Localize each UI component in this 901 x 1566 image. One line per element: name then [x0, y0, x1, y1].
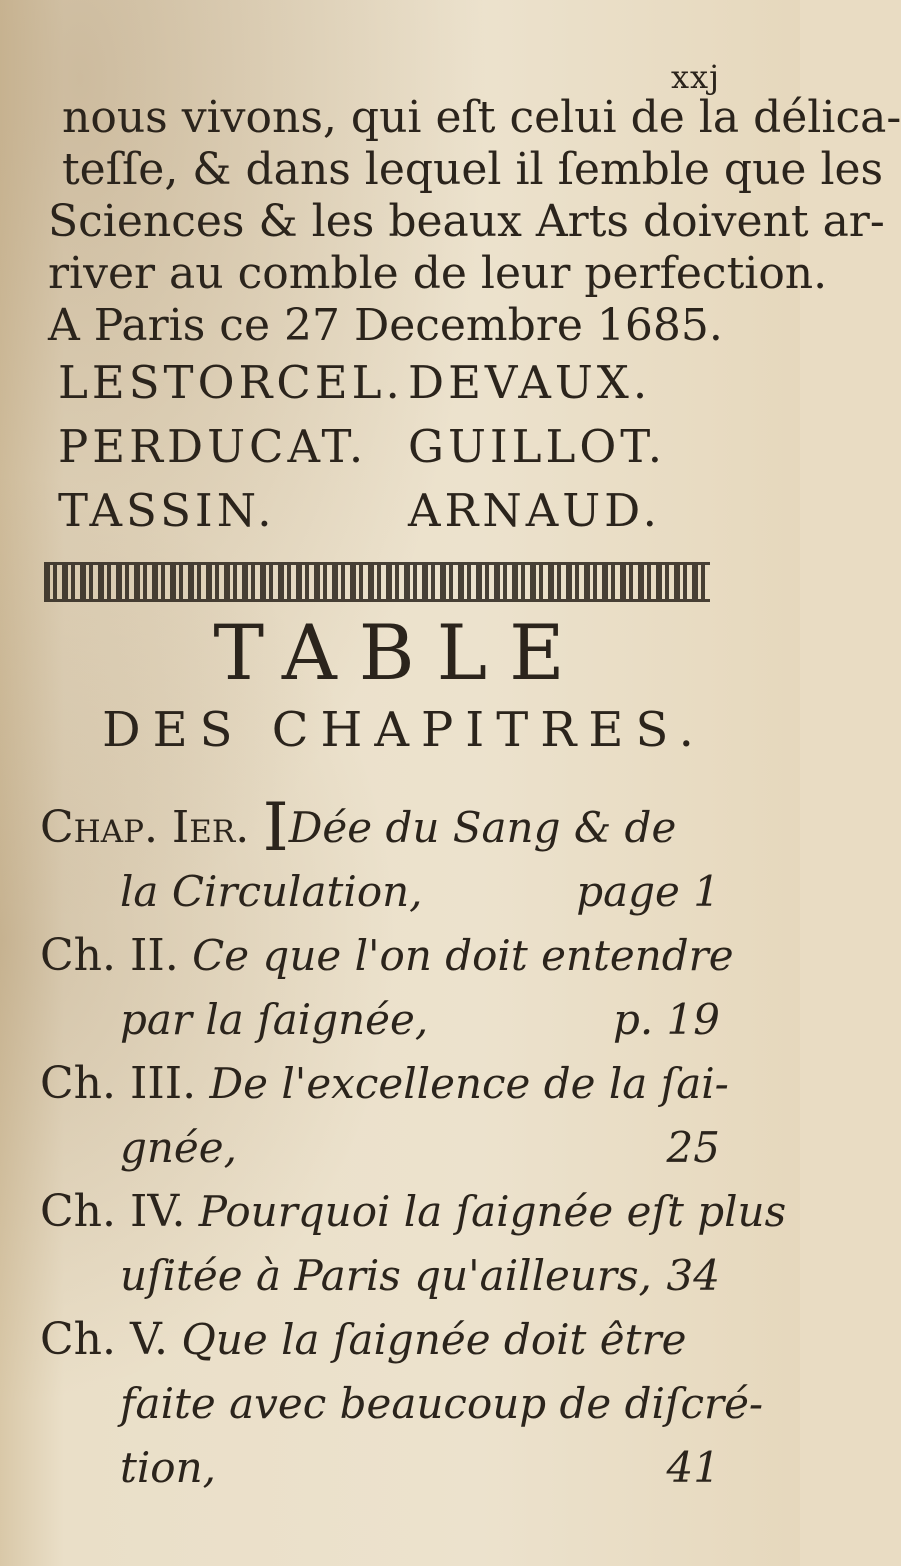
chapter-label: Ch. III. [40, 1058, 197, 1109]
signatory-name: GUILLOT. [408, 419, 667, 473]
signatory-row [58, 478, 758, 542]
table-subheading: DES CHAPITRES. [102, 702, 706, 758]
signature-mark: xxj [670, 58, 720, 96]
chapter-title-continued: gnée, [120, 1123, 237, 1172]
page-number: 34 [666, 1251, 720, 1300]
text-line: river au comble de leur perfection. [48, 248, 828, 299]
chapter-entry [40, 1052, 760, 1180]
page-number: page 1 [576, 867, 720, 916]
page-number: p. 19 [612, 995, 720, 1044]
chapter-label: Chap. Ier. [40, 802, 250, 853]
page-number: 25 [666, 1123, 720, 1172]
chapter-entry [40, 924, 760, 1052]
chapter-label: Ch. II. [40, 930, 179, 981]
chapter-title-continued: uſitée à Paris qu'ailleurs, [120, 1251, 652, 1300]
text-line: teſſe, & dans lequel il ſemble que les [62, 144, 884, 195]
page-number: 41 [666, 1443, 720, 1492]
text-line: Sciences & les beaux Arts doivent ar- [48, 196, 885, 247]
preface-closing-paragraph [48, 92, 901, 352]
chapter-title: Ce que l'on doit entendre [192, 931, 734, 980]
text-line: nous vivons, qui eſt celui de la délica- [62, 92, 901, 143]
chapter-title-continued: tion, [120, 1443, 216, 1492]
chapter-list [40, 789, 787, 1500]
chapter-title: Pourquoi la ſaignée eſt plus [198, 1187, 787, 1236]
signatory-name: PERDUCAT. [58, 419, 368, 473]
signatory-name: LESTORCEL. [58, 355, 404, 409]
chapter-title-continued: par la ſaignée, [120, 995, 429, 1044]
chapter-title-continued: la Circulation, [120, 867, 423, 916]
chapter-title: De l'excellence de la ſai- [209, 1059, 729, 1108]
drop-capital: I [262, 789, 289, 866]
chapter-title-continued: faite avec beaucoup de diſcré- [120, 1379, 764, 1428]
signatory-row [58, 350, 758, 414]
table-heading: TABLE [213, 608, 587, 697]
ornamental-divider [44, 562, 710, 602]
chapter-label: Ch. IV. [40, 1186, 186, 1237]
chapter-title: Dée du Sang & de [288, 803, 677, 852]
chapter-entry [40, 1180, 787, 1308]
signatory-name: ARNAUD. [408, 483, 661, 537]
date-line: A Paris ce 27 Decembre 1685. [48, 300, 723, 351]
chapter-entry [40, 1308, 764, 1500]
signatories-block [58, 350, 758, 542]
chapter-entry [40, 789, 760, 924]
chapter-label: Ch. V. [40, 1314, 169, 1365]
signatory-name: TASSIN. [58, 483, 276, 537]
signatory-name: DEVAUX. [408, 355, 652, 409]
chapter-title: Que la ſaignée doit être [181, 1315, 687, 1364]
signatory-row [58, 414, 758, 478]
